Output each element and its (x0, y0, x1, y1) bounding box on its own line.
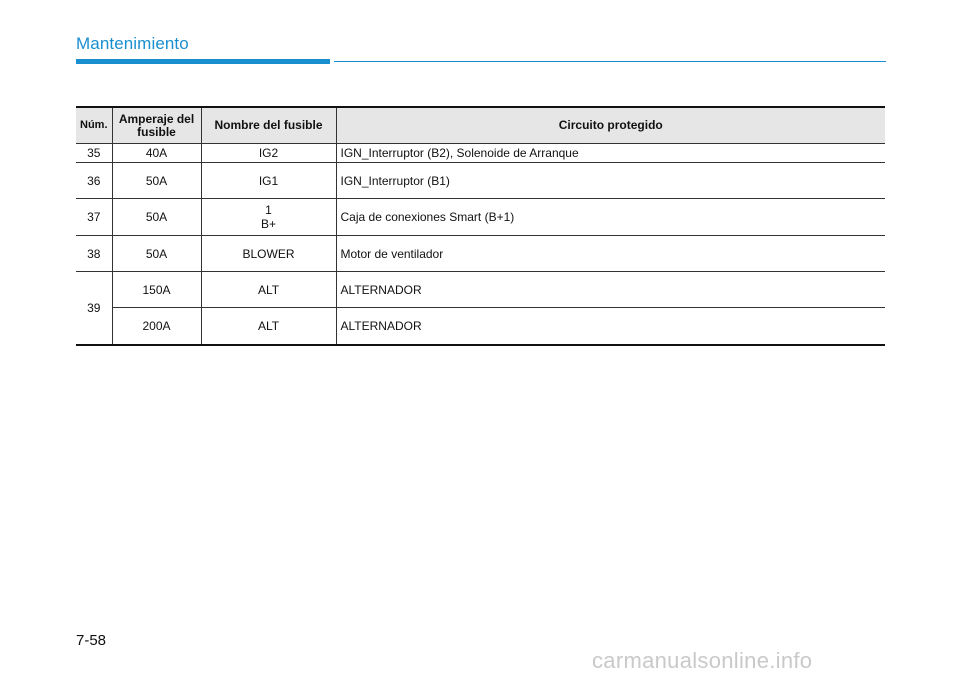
page-number: 7-58 (76, 632, 107, 649)
cell-amperage: 50A (112, 163, 201, 199)
fuse-name-line1: 1 (265, 203, 272, 217)
cell-circuit: Caja de conexiones Smart (B+1) (336, 199, 885, 236)
table-row (76, 163, 885, 199)
header-fuse-name: Nombre del fusible (201, 107, 336, 144)
cell-circuit: ALTERNADOR (336, 308, 885, 345)
table-header-row (76, 107, 885, 144)
cell-num: 39 (76, 272, 112, 345)
table-row (76, 144, 885, 163)
table-row (76, 199, 885, 236)
cell-num: 38 (76, 236, 112, 272)
cell-num: 36 (76, 163, 112, 199)
table-row (76, 236, 885, 272)
header-amperage: Amperaje del fusible (112, 107, 201, 144)
cell-amperage: 50A (112, 199, 201, 236)
cell-num: 35 (76, 144, 112, 163)
cell-amperage: 40A (112, 144, 201, 163)
cell-fuse-name: BLOWER (201, 236, 336, 272)
fuse-name-line2: B+ (260, 217, 276, 231)
cell-circuit: IGN_Interruptor (B1) (336, 163, 885, 199)
cell-fuse-name: IG2 (201, 144, 336, 163)
cell-circuit: ALTERNADOR (336, 272, 885, 308)
cell-fuse-name: ALT (201, 272, 336, 308)
header-accent-bar (76, 59, 330, 64)
cell-fuse-name (201, 199, 336, 236)
cell-num: 37 (76, 199, 112, 236)
cell-fuse-name: IG1 (201, 163, 336, 199)
cell-amperage: 200A (112, 308, 201, 345)
cell-circuit: Motor de ventilador (336, 236, 885, 272)
cell-fuse-name: ALT (201, 308, 336, 345)
fuse-table (76, 106, 885, 346)
cell-amperage: 150A (112, 272, 201, 308)
header-circuit: Circuito protegido (336, 107, 885, 144)
header-num: Núm. (76, 107, 112, 144)
watermark: carmanualsonline.info (592, 648, 813, 673)
cell-circuit: IGN_Interruptor (B2), Solenoide de Arranque (336, 144, 885, 163)
table-row (76, 272, 885, 308)
table-row (76, 308, 885, 345)
header-rule (334, 61, 886, 62)
cell-amperage: 50A (112, 236, 201, 272)
section-title: Mantenimiento (76, 34, 189, 53)
